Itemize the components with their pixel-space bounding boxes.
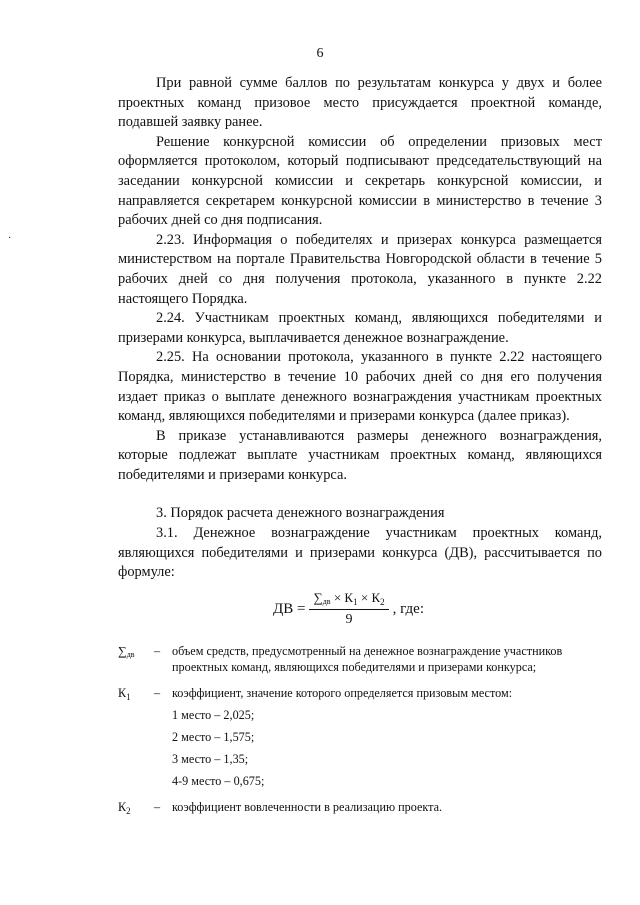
document-body — [118, 74, 602, 583]
definitions-list — [118, 643, 602, 829]
paragraph-commission-decision: Решение конкурсной комиссии об определении призовых мест оформляется протоколом, который подписывают председательствующий на заседании конкурсной комиссии и секретарь конкурсной комиссии, и направляется секретарем конкурсной комиссии в министерство в течение 3 рабочих дней со дня подписания. — [118, 133, 602, 229]
page-number: 6 — [316, 46, 324, 61]
k-subscript: 2 — [126, 806, 131, 816]
formula-lhs: ДВ = — [273, 600, 306, 617]
paragraph-equal-score: При равной сумме баллов по результатам конкурса у двух и более проектных команд призовое место присуждается проектной команде, подавшей заявку ранее. — [118, 75, 602, 131]
formula-fraction — [309, 590, 388, 628]
definition-dash: – — [154, 686, 161, 700]
definition-sum — [118, 643, 602, 675]
sum-subscript: дв — [322, 597, 331, 606]
section-3 — [118, 504, 602, 582]
reward-formula — [273, 590, 424, 628]
paragraph-order-amounts: В приказе устанавливаются размеры денежного вознаграждения, которые подлежат выплате участникам проектных команд, являющихся победителями и призерами конкурса. — [118, 427, 602, 483]
formula-suffix: , где: — [392, 600, 424, 617]
k1-text: коэффициент, значение которого определяется призовым местом: — [172, 686, 513, 700]
definition-symbol — [118, 685, 154, 789]
definition-k1 — [118, 685, 602, 789]
k2-subscript: 2 — [380, 597, 385, 607]
definition-k2 — [118, 799, 602, 819]
times-k1: × К — [333, 590, 354, 605]
sum-symbol: ∑ — [313, 590, 323, 605]
place-4-9: 4-9 место – 0,675; — [172, 774, 265, 788]
paragraph-2-23: 2.23. Информация о победителях и призерах конкурса размещается министерством на портале Правительства Новгородской области в течение 5 рабочих дней со дня получения протокола, указанного в пункте 2.22 настоящего Порядка. — [118, 231, 602, 307]
definition-text — [172, 685, 602, 789]
k-symbol: К — [118, 800, 127, 814]
times-k2: × К — [360, 590, 381, 605]
paragraph-2-25: 2.25. На основании протокола, указанного в пункте 2.22 настоящего Порядка, министерство в течение 10 рабочих дней со дня его получения издает приказ о выплате денежного вознаграждения участникам проектных команд, являющихся победителями и призерами конкурса (далее приказ). — [118, 349, 602, 425]
k-subscript: 1 — [126, 692, 131, 702]
formula-numerator — [309, 590, 388, 610]
paragraph-3-1: 3.1. Денежное вознаграждение участникам проектных команд, являющихся победителями и призерами конкурса (ДВ), рассчитывается по формуле: — [118, 525, 602, 581]
formula-denominator: 9 — [345, 612, 353, 627]
definition-symbol — [118, 799, 154, 819]
margin-mark: · — [8, 233, 12, 244]
definition-text: объем средств, предусмотренный на денежное вознаграждение участников проектных команд, являющихся победителями и призерами конкурса; — [172, 644, 563, 674]
definition-symbol — [118, 643, 154, 675]
section-heading: 3. Порядок расчета денежного вознаграждения — [156, 505, 445, 522]
sum-subscript: дв — [126, 650, 135, 659]
k1-subscript: 1 — [353, 597, 358, 607]
place-1: 1 место – 2,025; — [172, 708, 255, 722]
paragraph-2-24: 2.24. Участникам проектных команд, являющихся победителями и призерами конкурса, выплачивается денежное вознаграждение. — [118, 310, 602, 346]
definition-text: коэффициент вовлеченности в реализацию проекта. — [172, 800, 443, 814]
place-3: 3 место – 1,35; — [172, 752, 249, 766]
sum-symbol: ∑ — [118, 644, 127, 658]
definition-dash: – — [154, 800, 161, 814]
place-2: 2 место – 1,575; — [172, 730, 255, 744]
k-symbol: К — [118, 686, 127, 700]
definition-dash: – — [154, 644, 161, 658]
